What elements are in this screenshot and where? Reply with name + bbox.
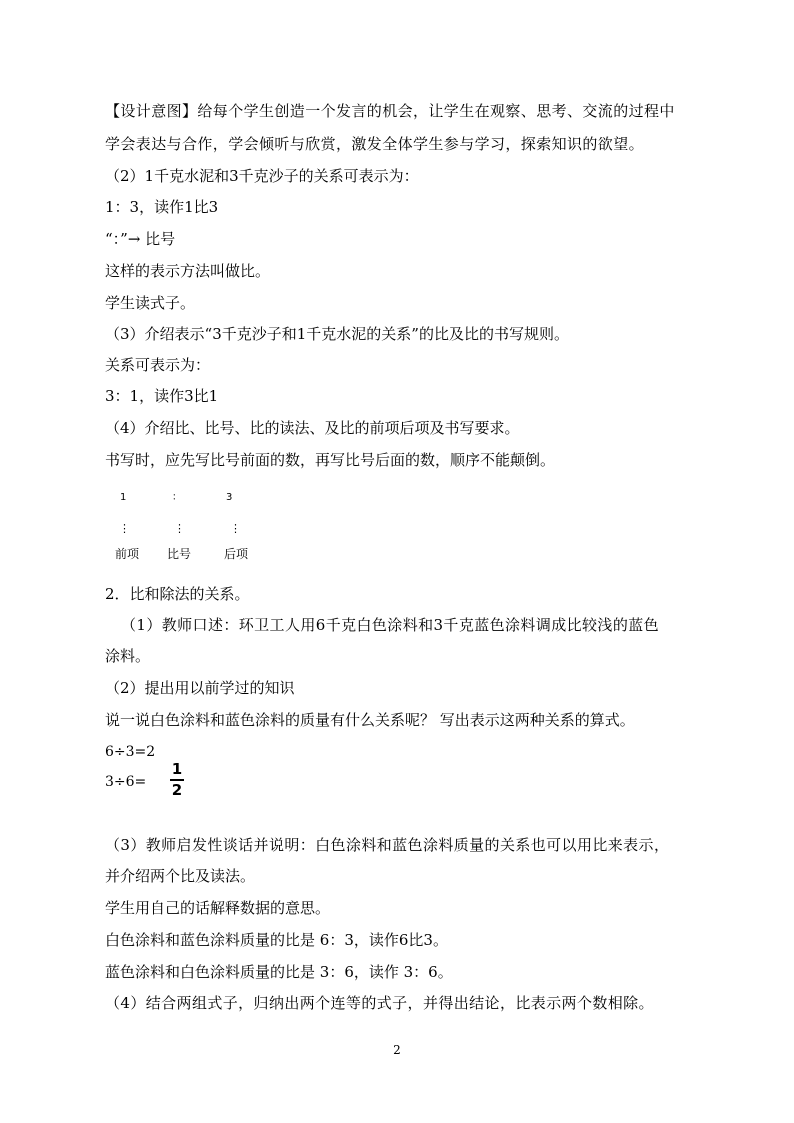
paragraph-line: 2．比和除法的关系。 [105, 585, 250, 603]
ratio-second-term: 3 [226, 492, 233, 503]
paragraph-line: 说一说白色涂料和蓝色涂料的质量有什么关系呢？ 写出表示这两种关系的算式。 [105, 711, 635, 729]
paragraph-line: （3）介绍表示“3千克沙子和1千克水泥的关系”的比及比的书写规则。 [105, 325, 569, 343]
dotted-connector: ⋮ [230, 522, 241, 535]
paragraph-line: 学生用自己的话解释数据的意思。 [105, 899, 331, 917]
paragraph-line: （4）介绍比、比号、比的读法、及比的前项后项及书写要求。 [105, 419, 520, 437]
equation-line: 6÷3=2 [105, 744, 156, 760]
paragraph-line: 白色涂料和蓝色涂料质量的比是 6：3，读作6比3。 [105, 931, 448, 949]
paragraph-line: （2）1千克水泥和3千克沙子的关系可表示为： [105, 167, 419, 185]
paragraph-line: 并介绍两个比及读法。 [105, 867, 256, 885]
dotted-connector: ⋮ [174, 522, 185, 535]
dotted-connector: ⋮ [119, 522, 130, 535]
fraction-denominator: 2 [171, 781, 183, 799]
paragraph-line: （2）提出用以前学过的知识 [105, 679, 295, 697]
ratio-first-term: 1 [120, 492, 127, 503]
paragraph-line: 书写时，应先写比号前面的数，再写比号后面的数，顺序不能颠倒。 [105, 451, 556, 469]
label-back-term: 后项 [224, 547, 249, 561]
ratio-colon: ： [172, 492, 182, 503]
paragraph-line: 蓝色涂料和白色涂料质量的比是 3：6，读作 3：6。 [105, 963, 453, 981]
paragraph-line: “：”→ 比号 [105, 230, 176, 248]
paragraph-line: 1：3，读作1比3 [105, 198, 219, 216]
paragraph-line: （4）结合两组式子，归纳出两个连等的式子，并得出结论，比表示两个数相除。 [105, 994, 654, 1012]
fraction-numerator: 1 [171, 760, 183, 778]
paragraph-line: 【设计意图】给每个学生创造一个发言的机会，让学生在观察、思考、交流的过程中 [105, 102, 675, 120]
paragraph-line: 学会表达与合作，学会倾听与欣赏，激发全体学生参与学习，探索知识的欲望。 [105, 135, 645, 153]
label-ratio-sign: 比号 [167, 547, 192, 561]
paragraph-line: （1）教师口述：环卫工人用6千克白色涂料和3千克蓝色涂料调成比较浅的蓝色 [121, 616, 660, 634]
page-number: 2 [393, 1043, 401, 1057]
label-front-term: 前项 [115, 547, 140, 561]
equation-line: 3÷6= [105, 774, 147, 790]
paragraph-line: 学生读式子。 [105, 294, 196, 312]
paragraph-line: 这样的表示方法叫做比。 [105, 262, 271, 280]
paragraph-line: （3）教师启发性谈话并说明：白色涂料和蓝色涂料质量的关系也可以用比来表示， [105, 836, 670, 854]
paragraph-line: 涂料。 [105, 647, 151, 665]
fraction-one-half [170, 761, 184, 799]
paragraph-line: 关系可表示为： [105, 356, 211, 374]
paragraph-line: 3：1，读作3比1 [105, 387, 219, 405]
